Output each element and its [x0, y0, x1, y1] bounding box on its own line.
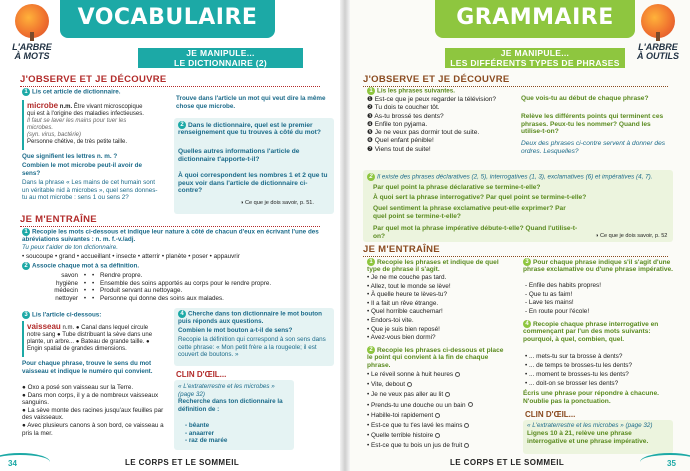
page-number: 34: [8, 459, 17, 468]
exercise-3-lines: [525, 282, 675, 316]
list-item: • ... mets-tu sur ta brosse à dents?: [525, 353, 623, 360]
vaisseau-entry: vaisseau n.m. ● Canal dans lequel circule notre sang ● Tube distribuant la sève dans une plante, un arbre... ● Bateau de grande taille. ● Engin spatial de grandes dimensions.: [22, 321, 162, 357]
list-item: • Le réveil sonne à huit heures: [367, 370, 517, 380]
question-1a: Que signifient les lettres n. m. ?: [22, 153, 118, 160]
exercise-2-pairs: savon • • Rendre propre. hygiène • • Ensemble des soins apportés au corps pour le rendre propre. médecin • • Produit servant au nettoyage. nettoyer • • Personne qui donne des soins aux malades.: [54, 272, 272, 302]
question-1d: Trouve dans l'article un mot qui veut dire la même chose que microbe.: [176, 95, 326, 110]
clin-oeil-heading: CLIN D'ŒIL...: [525, 410, 576, 419]
clin-oeil-ref: « L'extraterrestre et les microbes » (page 32): [178, 383, 275, 398]
circle-blank-icon: [468, 402, 473, 407]
observe-heading: J'OBSERVE ET JE DÉCOUVRE: [363, 74, 668, 87]
circle-blank-icon: [407, 382, 412, 387]
list-item: • Je ne me couche pas tard.: [367, 274, 447, 281]
footer-theme: LE CORPS ET LE SOMMEIL: [450, 458, 565, 467]
list-item: • ... moment te brosses-tu les dents?: [525, 371, 629, 378]
circle-blank-icon: [445, 392, 450, 397]
question-2c: Quel sentiment la phrase exclamative peut-elle exprimer? Par quel point se termine-t-elle?: [373, 205, 566, 220]
exercise-4-lines: [525, 352, 675, 388]
exercise-1-words: • soucoupe • grand • accueillant • insecte • atterrir • planète • poser • appauvrir: [22, 253, 240, 260]
exercise-1: 1 Recopie les mots ci-dessous et indique leur nature à côté de chacun d'eux en écrivant l'une des abréviations suivantes : n. m. f.-v./adj.: [22, 228, 319, 244]
step-number-icon: 3: [523, 258, 531, 266]
exercise-3a-lines: [22, 384, 167, 437]
list-item: • Il a fait un rêve étrange.: [367, 299, 439, 307]
exercise-2: 2 Associe chaque mot à sa définition.: [22, 262, 222, 270]
list-item: ❷ Tu dois te coucher tôt.: [367, 104, 440, 112]
exercise-4b: Recopie la définition qui correspond à son sens dans cette phrase: « Mon petit frère a la rougeole; il est couvert de boutons. »: [178, 336, 326, 359]
list-item: • Je ne veux pas aller au lit: [367, 390, 517, 400]
page-title: VOCABULAIRE: [60, 0, 275, 38]
section-tag: JE MANIPULE... LE DICTIONNAIRE (2): [138, 48, 303, 68]
list-item: • ... de temps te brosses-tu les dents?: [525, 362, 633, 369]
question-2: 2 Dans le dictionnaire, quel est le premier renseignement que tu trouves à côté du mot?: [178, 121, 321, 137]
clin-oeil-task: Lignes 10 à 21, relève une phrase interrogative et une phrase impérative.: [527, 430, 649, 445]
question-2b: À quoi sert la phrase interrogative? Par quel point se termine-t-elle?: [373, 194, 587, 201]
question-1-sentences: [367, 96, 517, 154]
exercise-3: 3 Pour chaque phrase indique s'il s'agit d'une phrase exclamative ou d'une phrase impérative.: [523, 258, 673, 274]
list-item: • Habille-toi rapidement: [367, 411, 517, 421]
exercise-1-hint: Tu peux t'aider de ton dictionnaire.: [22, 244, 118, 251]
question-1c: Deux des phrases ci-contre servent à donner des ordres. Lesquelles?: [521, 140, 666, 155]
list-item: • Vite, debout: [367, 380, 517, 390]
tree-icon: [641, 4, 675, 38]
list-item: • Allez, tout le monde se lève!: [367, 282, 451, 290]
exercise-4a: Combien le mot bouton a-t-il de sens?: [178, 327, 293, 334]
step-number-icon: 2: [367, 346, 375, 354]
arbre-a-outils-logo: L'ARBRE À OUTILS: [630, 4, 686, 62]
arbre-a-mots-logo: L'ARBRE À MOTS: [4, 4, 60, 62]
list-item: • Quel horrible cauchemar!: [367, 308, 443, 316]
retenir-link[interactable]: ◑ Ce que je dois savoir, p. 52: [595, 233, 668, 239]
exercise-4: 4 Cherche dans ton dictionnaire le mot bouton puis réponds aux questions.: [178, 310, 322, 326]
step-number-icon: 3: [22, 311, 30, 319]
exercise-4: 4 Recopie chaque phrase interrogative en commençant par l'un des mots suivants: pourquoi, à quel, combien, quel.: [523, 320, 659, 343]
step-number-icon: 1: [22, 88, 30, 96]
step-number-icon: 2: [178, 121, 186, 129]
observe-heading: J'OBSERVE ET JE DÉCOUVRE: [20, 74, 320, 87]
list-item: • Est-ce que tu bois un jus de fruit: [367, 441, 517, 451]
book-icon: ◑: [595, 233, 600, 239]
retenir-link[interactable]: ◑ Ce que je dois savoir, p. 51.: [240, 200, 314, 206]
page-number: 35: [667, 459, 676, 468]
question-1b: Combien le mot microbe peut-il avoir de sens?: [22, 162, 143, 177]
dictionary-entry: microbe n.m. Être vivant microscopique qui est à l'origine des maladies infectieuses. Il faut se laver les mains pour tuer les microbes. (syn. virus, bactérie) Personne chétive, de très petite taille.: [22, 100, 150, 150]
circle-blank-icon: [455, 372, 460, 377]
exercise-2-lines: [367, 370, 517, 452]
exercise-3a: Pour chaque phrase, trouve le sens du mot vaisseau et indique le numéro qui convient.: [22, 360, 153, 375]
circle-blank-icon: [435, 413, 440, 418]
list-item: • À quelle heure te lèves-tu?: [367, 291, 448, 299]
step-number-icon: 2: [367, 173, 375, 181]
list-item: • Est-ce que tu t'es lavé les mains: [367, 421, 517, 431]
question-1: 1 Lis cet article de dictionnaire.: [22, 88, 172, 96]
step-number-icon: 1: [367, 87, 375, 95]
question-1b: Relève les différents points qui terminent ces phrases. Peux-tu les nommer? Quand les utilise-t-on?: [521, 113, 664, 136]
list-item: ❼ Viens tout de suite!: [367, 145, 431, 153]
list-item: ❹ Enfile ton pyjama.: [367, 120, 428, 128]
question-2d: Par quel mot la phrase impérative débute-t-elle? Quand l'utilise-t-on?: [373, 225, 578, 240]
train-heading: JE M'ENTRAÎNE: [20, 214, 320, 227]
list-item: ❶ Est-ce que je peux regarder la télévision?: [367, 96, 497, 103]
exercise-2: 2 Recopie les phrases ci-dessous et place le point qui convient à la fin de chaque phrase.: [367, 346, 504, 369]
clin-oeil-heading: CLIN D'ŒIL...: [176, 370, 227, 379]
page-title: GRAMMAIRE: [435, 0, 635, 38]
question-1c: Dans la phrase « Les mains de cet humain sont un véritable nid à microbes », quel sens donnes-tu au mot microbe : sens 1 ou sens 2?: [22, 179, 158, 202]
exercise-3: 3 Lis l'article ci-dessous:: [22, 311, 172, 319]
step-number-icon: 1: [367, 258, 375, 266]
step-number-icon: 1: [22, 228, 30, 236]
list-item: ❺ Je ne veux pas dormir tout de suite.: [367, 129, 480, 137]
question-1: 1 Lis les phrases suivantes.: [367, 87, 517, 95]
footer-theme: LE CORPS ET LE SOMMEIL: [125, 458, 240, 467]
step-number-icon: 4: [523, 320, 531, 328]
list-item: • Prends-tu une douche ou un bain: [367, 401, 517, 411]
exercise-1-lines: [367, 274, 507, 343]
question-2a: Par quel point la phrase déclarative se termine-t-elle?: [373, 184, 541, 191]
clin-oeil-words: - bêante - anaarrer - raz de marée: [185, 422, 228, 445]
book-icon: ◑: [240, 200, 245, 206]
question-2b: Quelles autres informations l'article de dictionnaire t'apporte-t-il?: [178, 148, 300, 163]
list-item: • ... doit-on se brosser les dents?: [525, 380, 619, 387]
train-heading: JE M'ENTRAÎNE: [363, 244, 668, 257]
list-item: • Quelle terrible histoire: [367, 431, 517, 441]
step-number-icon: 2: [22, 262, 30, 270]
tree-icon: [15, 4, 49, 38]
list-item: - Lave tes mains!: [525, 299, 574, 307]
step-number-icon: 4: [178, 310, 186, 318]
list-item: ● Oxo a posé son vaisseau sur la Terre.: [22, 384, 134, 391]
circle-blank-icon: [464, 443, 469, 448]
list-item: • Avez-vous bien dormi?: [367, 334, 436, 342]
list-item: ❻ Quel enfant pénible!: [367, 137, 434, 145]
section-tag: JE MANIPULE... LES DIFFÉRENTS TYPES DE PHRASES: [445, 48, 625, 68]
circle-blank-icon: [464, 423, 469, 428]
list-item: ● Dans mon corps, il y a de nombreux vaisseaux sanguins.: [22, 391, 159, 407]
clin-oeil-ref: « L'extraterrestre et les microbes » (page 32): [527, 422, 653, 429]
list-item: • Que je suis bien reposé!: [367, 325, 440, 333]
book-spine: [340, 0, 350, 471]
decorative-swirl: [640, 453, 690, 471]
question-2: 2 Il existe des phrases déclaratives (2, 5), interrogatives (1, 3), exclamatives (6) et impératives (4, 7).: [367, 173, 669, 181]
circle-blank-icon: [435, 433, 440, 438]
exercise-5: Écris une phrase pour répondre à chacune. N'oublie pas la ponctuation.: [523, 390, 659, 405]
list-item: - En route pour l'école!: [525, 307, 590, 315]
right-page: [345, 0, 690, 471]
clin-oeil-task: Recherche dans ton dictionnaire la définition de :: [178, 398, 283, 413]
list-item: • Endors-toi vite.: [367, 316, 414, 324]
question-1a: Que vois-tu au début de chaque phrase?: [521, 95, 649, 102]
list-item: ● La sève monte des racines jusqu'aux feuilles par des vaisseaux.: [22, 406, 164, 422]
list-item: ● Avec plusieurs canons à son bord, ce vaisseau a pris la mer.: [22, 421, 164, 437]
list-item: ❸ As-tu brossé tes dents?: [367, 112, 444, 120]
list-item: - Enfile des habits propres!: [525, 282, 602, 289]
exercise-1: 1 Recopie les phrases et indique de quel type de phrase il s'agit.: [367, 258, 499, 274]
list-item: - Que tu as faim!: [525, 290, 573, 298]
question-2c: À quoi correspondent les nombres 1 et 2 que tu peux voir dans l'article de dictionnaire ci-contre?: [178, 172, 328, 195]
